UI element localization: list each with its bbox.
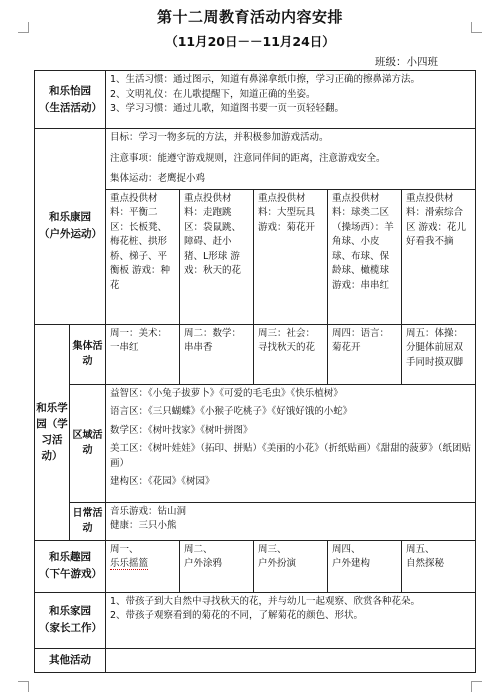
category-fun: 和乐趣园（下午游戏） bbox=[35, 540, 106, 592]
crop-mark-bottom-right bbox=[471, 681, 482, 692]
schedule-table bbox=[34, 70, 476, 673]
outdoor-zone: 重点投供材料：大型玩具 游戏：菊花开 bbox=[254, 189, 328, 324]
life-item: 1、生活习惯：通过图示，知道有鼻涕拿纸巾擦，学习正确的擦鼻涕方法。 bbox=[110, 74, 421, 85]
fun-day: 周二、 户外涂鸦 bbox=[180, 540, 254, 592]
sub-group-activity: 集体活动 bbox=[70, 324, 106, 384]
row-learning-daily bbox=[35, 502, 476, 540]
area-item: 建构区：《花园》《树园》 bbox=[110, 476, 215, 487]
row-learning-group bbox=[35, 324, 476, 384]
date-range: （11月20日－－11月24日） bbox=[165, 34, 335, 49]
life-item: 2、文明礼仪：在儿歌提醒下，知道正确的坐姿。 bbox=[110, 88, 316, 100]
daily-item: 音乐游戏：钻山洞 bbox=[110, 505, 187, 517]
outdoor-general bbox=[106, 129, 476, 190]
row-other bbox=[35, 648, 476, 672]
category-home: 和乐家园（家长工作） bbox=[35, 592, 106, 648]
life-item: 3、学习习惯：通过儿歌，知道图书要一页一页轻轻翻。 bbox=[110, 103, 345, 114]
fun-day: 周五、 自然探秘 bbox=[402, 540, 476, 592]
home-item: 2、带孩子观察看到的菊花的不同，了解菊花的颜色、形状。 bbox=[110, 610, 364, 621]
outdoor-zone: 重点投供材料：走跑跳区：袋鼠跳、障碍、赶小猪、L形球 游戏：秋天的花 bbox=[180, 189, 254, 324]
category-life: 和乐怡园（生活活动） bbox=[35, 71, 106, 129]
area-item: 数学区：《树叶找家》《树叶拼图》 bbox=[110, 424, 253, 436]
category-other: 其他活动 bbox=[35, 648, 106, 672]
outdoor-group: 集体运动：老鹰捉小鸡 bbox=[110, 173, 206, 184]
area-item: 美工区：《树叶娃娃》（拓印、拼贴）《美丽的小花》（折纸贴画）《甜甜的菠萝》（纸团贴画） bbox=[110, 443, 472, 469]
group-day: 周三：社会：寻找秋天的花 bbox=[254, 324, 328, 384]
life-content bbox=[106, 71, 476, 129]
outdoor-zone: 重点投供材料：平衡二区：长板凳、梅花桩、拱形桥、梯子、平衡板 游戏：种花 bbox=[106, 189, 180, 324]
row-home bbox=[35, 592, 476, 648]
area-content bbox=[106, 384, 476, 502]
area-item: 语言区：《三只蝴蝶》《小猴子吃桃子》《好饿好饿的小蛇》 bbox=[110, 406, 353, 417]
outdoor-zone: 重点投供材料：球类二区（操场西）：羊角球、小皮球、布球、保龄球、橄榄球 游戏：串串红 bbox=[328, 189, 402, 324]
page-title: 第十二周教育活动内容安排 bbox=[156, 8, 343, 26]
group-day: 周四：语言：菊花开 bbox=[328, 324, 402, 384]
home-content bbox=[106, 592, 476, 648]
other-content bbox=[106, 648, 476, 672]
home-item: 1、带孩子到大自然中寻找秋天的花，并与幼儿一起观察、欣赏各种花朵。 bbox=[110, 595, 421, 607]
row-learning-areas bbox=[35, 384, 476, 502]
class-label: 班级：小四班 bbox=[375, 56, 438, 68]
group-day: 周五：体操：分腿体前屈双手同时摸双脚 bbox=[402, 324, 476, 384]
fun-day: 周一、 乐乐摇篮 bbox=[106, 540, 180, 592]
row-outdoor-top bbox=[35, 129, 476, 190]
group-day: 周二：数学：串串香 bbox=[180, 324, 254, 384]
daily-content bbox=[106, 502, 476, 540]
fun-day: 周三、 户外扮演 bbox=[254, 540, 328, 592]
area-item: 益智区：《小兔子拔萝卜》《可爱的毛毛虫》《快乐植树》 bbox=[110, 387, 343, 399]
daily-item: 健康：三只小熊 bbox=[110, 520, 177, 531]
category-outdoor: 和乐康园（户外运动） bbox=[35, 129, 106, 325]
row-fun bbox=[35, 540, 476, 592]
group-day: 周一：美术：一串红 bbox=[106, 324, 180, 384]
row-life bbox=[35, 71, 476, 129]
sub-daily-activity: 日常活动 bbox=[70, 502, 106, 540]
fun-day: 周四、 户外建构 bbox=[328, 540, 402, 592]
sub-area-activity: 区域活动 bbox=[70, 384, 106, 502]
outdoor-zone: 重点投供材料：滑索综合区 游戏：花儿好看我不摘 bbox=[402, 189, 476, 324]
outdoor-goal: 目标：学习一物多玩的方法，并积极参加游戏活动。 bbox=[110, 132, 329, 143]
outdoor-notes: 注意事项：能遵守游戏规则，注意同伴间的距离，注意游戏安全。 bbox=[110, 152, 386, 164]
category-learning: 和乐学园（学习活动） bbox=[35, 324, 70, 540]
crop-mark-bottom-left bbox=[18, 681, 29, 692]
